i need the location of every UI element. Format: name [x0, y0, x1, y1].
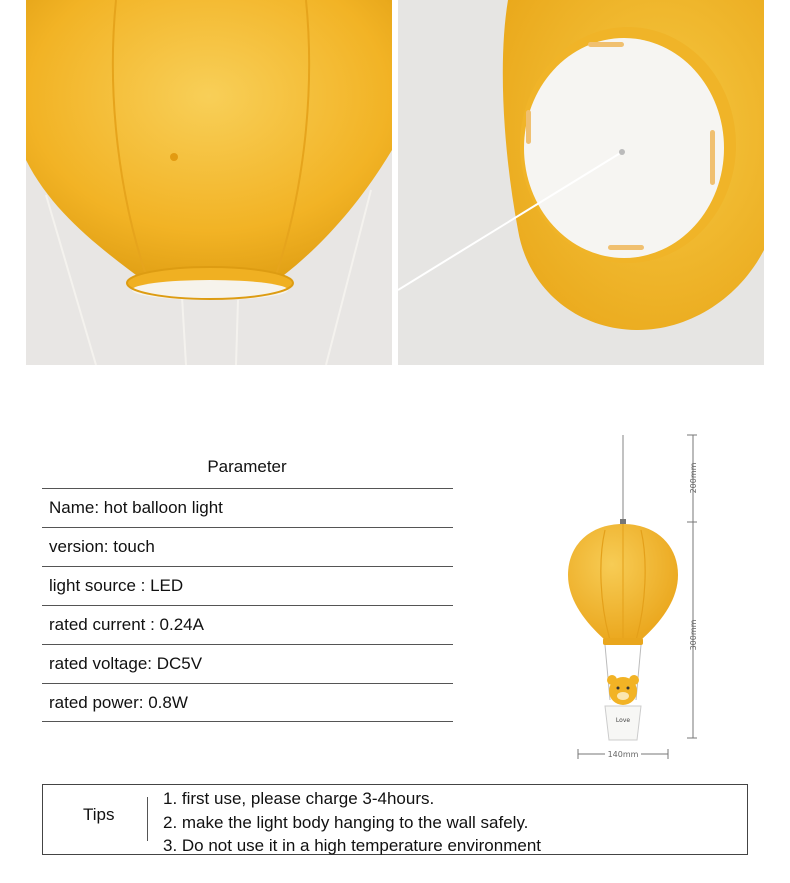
tips-label: Tips [83, 805, 115, 824]
parameter-row-version: version: touch [42, 527, 453, 566]
basket-text: Love [615, 717, 631, 724]
tips-list [163, 787, 541, 858]
balloon-lamp-underside-photo [398, 0, 764, 365]
parameter-title: Parameter [207, 457, 287, 476]
parameter-table [42, 488, 453, 722]
tip-item: 2. make the light body hanging to the wall safely. [163, 812, 529, 832]
tip-item: 3. Do not use it in a high temperature environment [163, 836, 541, 855]
tip-item: 1. first use, please charge 3-4hours. [163, 789, 435, 808]
dimension-width: 140mm [607, 750, 639, 759]
parameter-row-rated-voltage: rated voltage: DC5V [42, 644, 453, 683]
balloon-lamp-bottom-photo [26, 0, 392, 365]
parameter-row-rated-power: rated power: 0.8W [42, 683, 453, 722]
parameter-row-light-source: light source : LED [42, 566, 453, 605]
dimension-cord-length: 200mm [689, 462, 698, 494]
parameter-row-rated-current: rated current : 0.24A [42, 605, 453, 644]
dimension-height: 300mm [689, 619, 698, 651]
parameter-row-name: Name: hot balloon light [42, 488, 453, 527]
product-dimension-drawing [560, 430, 780, 770]
tips-divider [147, 797, 148, 841]
tips-box [42, 784, 748, 855]
